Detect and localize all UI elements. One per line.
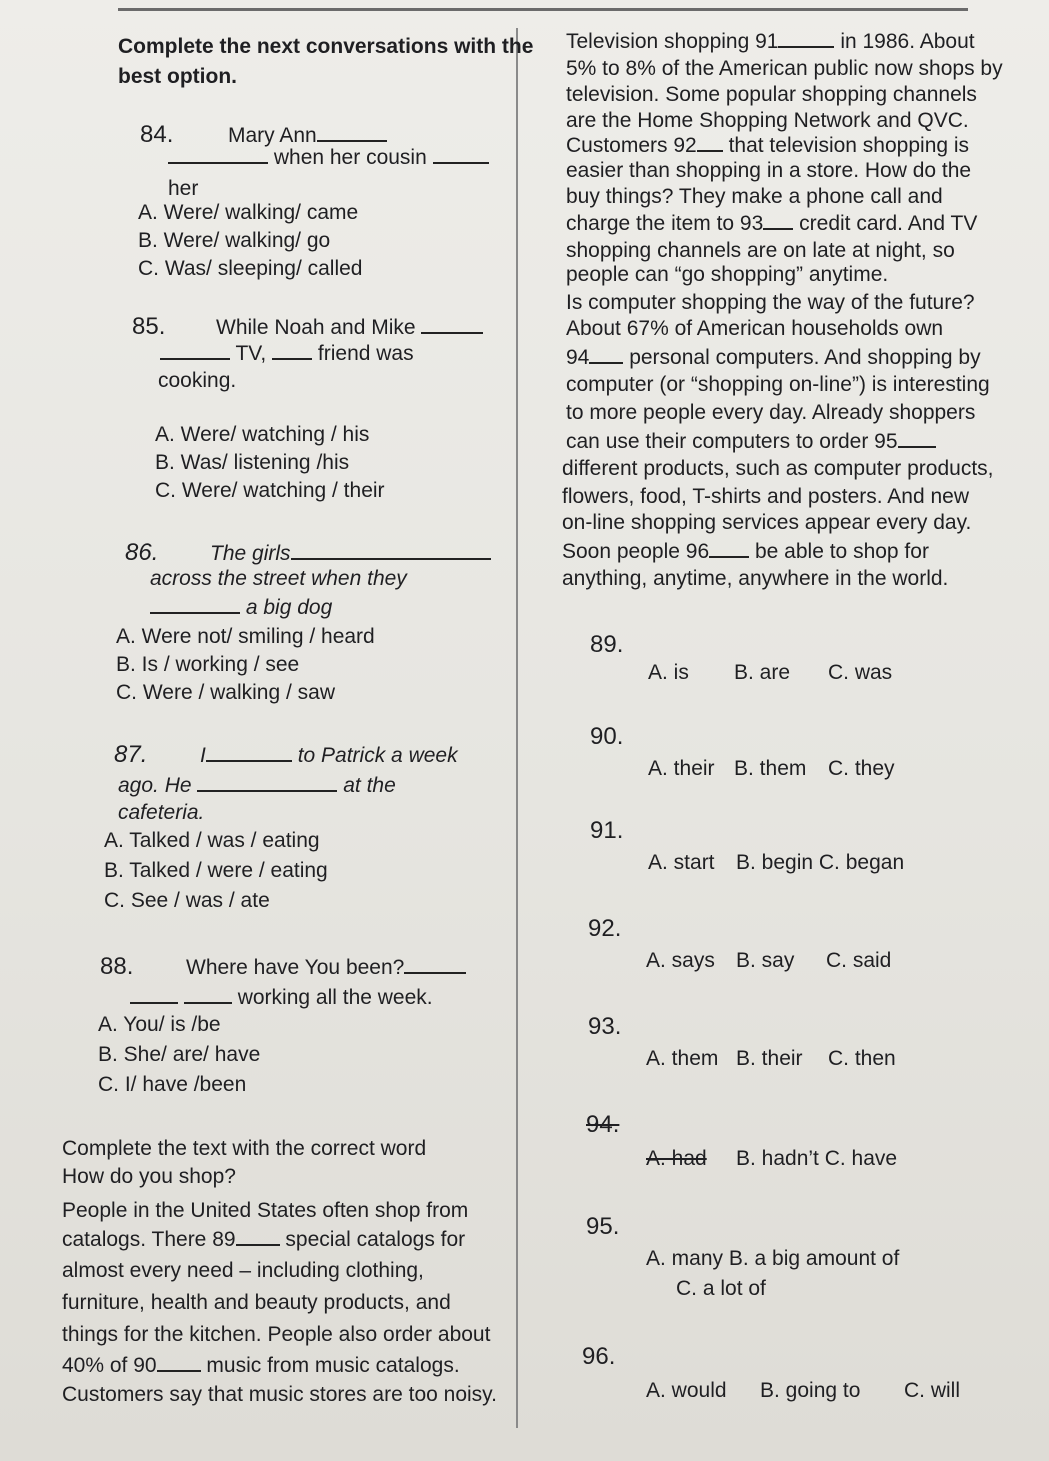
- para2-text-8b: credit card. And TV: [799, 212, 978, 235]
- blank-96[interactable]: [709, 538, 749, 558]
- para2-line-9: shopping channels are on late at night, so: [566, 239, 955, 262]
- q85-text-1: While Noah and Mike: [216, 316, 416, 339]
- instruction-line-2: best option.: [118, 65, 237, 88]
- q89-option-a[interactable]: A. is: [648, 661, 689, 684]
- q95-option-ab[interactable]: A. many B. a big amount of: [646, 1247, 900, 1270]
- para2-line-5: [566, 132, 969, 159]
- para2-line-7: buy things? They make a phone call and: [566, 185, 943, 208]
- blank-92[interactable]: [697, 132, 723, 152]
- q84-line-3: her: [168, 177, 199, 200]
- para1-line-4: furniture, health and beauty products, and: [62, 1291, 451, 1314]
- q87-line-2: [118, 772, 396, 799]
- q90-option-c[interactable]: C. they: [828, 757, 895, 780]
- q85-option-a[interactable]: A. Were/ watching / his: [155, 423, 370, 446]
- para3-line-9: on-line shopping services appear every day.: [562, 511, 972, 534]
- q85-blank-2[interactable]: [160, 340, 230, 360]
- q84-blank-2[interactable]: [168, 144, 268, 164]
- para3-line-7: different products, such as computer products,: [562, 457, 994, 480]
- q91-option-bc[interactable]: B. begin C. began: [736, 851, 905, 874]
- para3-line-5: to more people every day. Already shoppers: [566, 401, 976, 424]
- q87-line-1: [200, 742, 458, 769]
- q88-line-2: [130, 984, 433, 1011]
- para3-line-2: About 67% of American households own: [566, 317, 944, 340]
- para3-line-8: flowers, food, T-shirts and posters. And new: [562, 485, 969, 508]
- q88-option-c[interactable]: C. I/ have /been: [98, 1073, 247, 1096]
- para2-line-8: [566, 210, 977, 237]
- q94-number: 94.: [586, 1111, 620, 1138]
- q84-option-c[interactable]: C. Was/ sleeping/ called: [138, 257, 363, 280]
- q86-blank-2[interactable]: [150, 594, 240, 614]
- para2-line-4: are the Home Shopping Network and QVC.: [566, 109, 969, 132]
- blank-93[interactable]: [763, 210, 793, 230]
- q86-option-c[interactable]: C. Were / walking / saw: [116, 681, 336, 704]
- q96-option-c[interactable]: C. will: [904, 1379, 960, 1402]
- q86-line-2: across the street when they: [150, 567, 407, 590]
- q87-blank-1[interactable]: [206, 742, 292, 762]
- column-divider: [516, 28, 518, 1428]
- q87-blank-2[interactable]: [197, 772, 337, 792]
- q86-text-1: The girls: [210, 542, 291, 565]
- q84-option-b[interactable]: B. Were/ walking/ go: [138, 229, 331, 252]
- q92-option-a[interactable]: A. says: [646, 949, 715, 972]
- q93-number: 93.: [588, 1013, 622, 1040]
- para3-line-1: Is computer shopping the way of the future?: [566, 291, 975, 314]
- q86-option-b[interactable]: B. Is / working / see: [116, 653, 300, 676]
- q84-number: 84.: [140, 121, 174, 148]
- para1-text-6a: 40% of 90: [62, 1354, 157, 1377]
- instruction-text-completion: Complete the text with the correct word: [62, 1137, 427, 1160]
- q88-number: 88.: [100, 953, 134, 980]
- q87-text-1b: to Patrick a week: [297, 744, 458, 767]
- top-rule: [118, 8, 968, 11]
- q87-text-1a: I: [200, 744, 206, 767]
- q85-number: 85.: [132, 313, 166, 340]
- q93-option-a[interactable]: A. them: [646, 1047, 719, 1070]
- para3-text-3a: 94: [566, 346, 590, 369]
- q86-line-1: [210, 540, 491, 567]
- para1-text-6b: music from music catalogs.: [206, 1354, 460, 1377]
- q94-option-bc[interactable]: B. hadn’t C. have: [736, 1147, 898, 1170]
- q90-number: 90.: [590, 723, 624, 750]
- para3-text-10a: Soon people 96: [562, 540, 710, 563]
- para1-line-3: almost every need – including clothing,: [62, 1259, 424, 1282]
- q93-option-c[interactable]: C. then: [828, 1047, 896, 1070]
- q94-option-a[interactable]: A. had: [646, 1147, 707, 1170]
- blank-91[interactable]: [778, 28, 834, 48]
- q85-option-c[interactable]: C. Were/ watching / their: [155, 479, 385, 502]
- q84-text-2: when her cousin: [273, 146, 427, 169]
- q91-number: 91.: [590, 817, 624, 844]
- para2-text-1a: Television shopping 91: [566, 30, 779, 53]
- q88-text-1: Where have You been?: [186, 956, 405, 979]
- q84-line-2: [168, 144, 489, 171]
- q92-option-c[interactable]: C. said: [826, 949, 892, 972]
- q86-number: 86.: [125, 539, 159, 566]
- q89-option-c[interactable]: C. was: [828, 661, 893, 684]
- q86-text-3: a big dog: [245, 596, 333, 619]
- para2-text-1b: in 1986. About: [840, 30, 975, 53]
- para2-line-3: television. Some popular shopping channels: [566, 83, 977, 106]
- q89-number: 89.: [590, 631, 624, 658]
- q86-blank-1[interactable]: [291, 540, 491, 560]
- para2-line-10: people can “go shopping” anytime.: [566, 263, 889, 286]
- q85-blank-3[interactable]: [272, 340, 312, 360]
- q85-line-1: [216, 314, 483, 341]
- q85-text-2b: friend was: [317, 342, 414, 365]
- q88-option-a[interactable]: A. You/ is /be: [98, 1013, 221, 1036]
- para2-line-1: [566, 28, 975, 55]
- q85-blank-1[interactable]: [421, 314, 483, 334]
- q93-option-b[interactable]: B. their: [736, 1047, 803, 1070]
- blank-89[interactable]: [236, 1226, 280, 1246]
- para1-line-5: things for the kitchen. People also order about: [62, 1323, 491, 1346]
- q85-option-b[interactable]: B. Was/ listening /his: [155, 451, 350, 474]
- blank-90[interactable]: [157, 1352, 201, 1372]
- para3-text-6a: can use their computers to order 95: [566, 430, 898, 453]
- para2-line-6: easier than shopping in a store. How do the: [566, 159, 972, 182]
- q88-blank-3[interactable]: [184, 984, 232, 1004]
- para1-line-7: Customers say that music stores are too noisy.: [62, 1383, 497, 1406]
- para1-line-6: [62, 1352, 460, 1379]
- q88-option-b[interactable]: B. She/ are/ have: [98, 1043, 261, 1066]
- q87-option-b[interactable]: B. Talked / were / eating: [104, 859, 328, 882]
- q85-line-3: cooking.: [158, 369, 237, 392]
- q87-text-2b: at the: [343, 774, 396, 797]
- blank-95[interactable]: [898, 428, 936, 448]
- para3-text-3b: personal computers. And shopping by: [629, 346, 981, 369]
- q88-line-1: [186, 954, 466, 981]
- para3-line-4: computer (or “shopping on-line”) is interesting: [566, 373, 990, 396]
- q92-option-b[interactable]: B. say: [736, 949, 795, 972]
- para3-text-10b: be able to shop for: [754, 540, 929, 563]
- q92-number: 92.: [588, 915, 622, 942]
- para1-text-2a: catalogs. There 89: [62, 1228, 236, 1251]
- q88-blank-1[interactable]: [404, 954, 466, 974]
- q87-option-a[interactable]: A. Talked / was / eating: [104, 829, 320, 852]
- para1-line-1: People in the United States often shop from: [62, 1199, 469, 1222]
- para3-line-11: anything, anytime, anywhere in the world.: [562, 567, 949, 590]
- q85-text-2a: TV,: [235, 342, 267, 365]
- q87-number: 87.: [114, 741, 148, 768]
- para3-line-10: [562, 538, 929, 565]
- para2-line-2: 5% to 8% of the American public now shops by: [566, 57, 1003, 80]
- para2-text-5b: that television shopping is: [728, 134, 970, 157]
- para1-text-2b: special catalogs for: [285, 1228, 466, 1251]
- para1-line-2: [62, 1226, 465, 1253]
- q89-option-b[interactable]: B. are: [734, 661, 791, 684]
- q90-option-a[interactable]: A. their: [648, 757, 715, 780]
- q86-line-3: [150, 594, 332, 621]
- q96-number: 96.: [582, 1343, 616, 1370]
- q86-option-a[interactable]: A. Were not/ smiling / heard: [116, 625, 375, 648]
- para2-text-5a: Customers 92: [566, 134, 697, 157]
- para2-text-8a: charge the item to 93: [566, 212, 764, 235]
- q95-option-c[interactable]: C. a lot of: [676, 1277, 766, 1300]
- para3-line-6: [566, 428, 936, 455]
- q96-option-b[interactable]: B. going to: [760, 1379, 861, 1402]
- q88-text-2: working all the week.: [237, 986, 433, 1009]
- q84-option-a[interactable]: A. Were/ walking/ came: [138, 201, 359, 224]
- instruction-line-1: Complete the next conversations with the: [118, 35, 534, 58]
- q87-text-2a: ago. He: [118, 774, 192, 797]
- q90-option-b[interactable]: B. them: [734, 757, 807, 780]
- q96-option-a[interactable]: A. would: [646, 1379, 727, 1402]
- blank-94[interactable]: [589, 344, 623, 364]
- text-title: How do you shop?: [62, 1165, 236, 1188]
- q84-blank-3[interactable]: [433, 144, 489, 164]
- q88-blank-2[interactable]: [130, 984, 178, 1004]
- para3-line-3: [566, 344, 981, 371]
- q87-option-c[interactable]: C. See / was / ate: [104, 889, 270, 912]
- q91-option-a[interactable]: A. start: [648, 851, 715, 874]
- q84-text-1: Mary Ann: [228, 124, 317, 147]
- q84-blank-1[interactable]: [317, 122, 387, 142]
- q85-line-2: [160, 340, 414, 367]
- q95-number: 95.: [586, 1213, 620, 1240]
- q87-line-3: cafeteria.: [118, 801, 205, 824]
